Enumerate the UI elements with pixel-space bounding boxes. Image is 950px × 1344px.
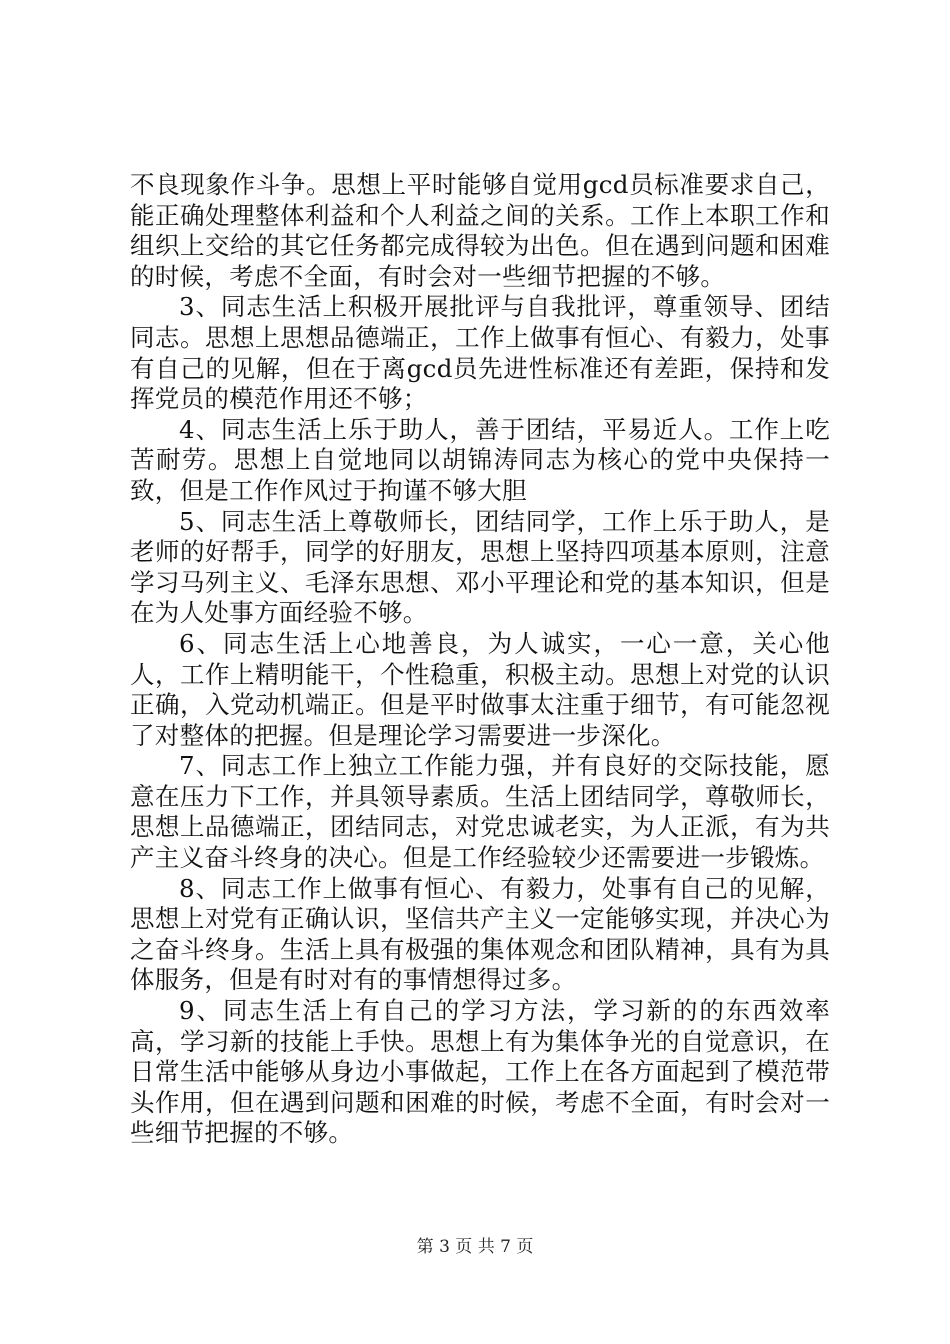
paragraph-item-6: 6、同志生活上心地善良，为人诚实，一心一意，关心他人，工作上精明能干，个性稳重，积极主动。思想上对党的认识正确，入党动机端正。但是平时做事太注重于细节，有可能忽视了对整体的把握。但是理论学习需要进一步深化。: [130, 628, 830, 750]
page-footer: 第 3 页 共 7 页: [416, 1237, 534, 1257]
paragraph-continued: 不良现象作斗争。思想上平时能够自觉用gcd员标准要求自己，能正确处理整体利益和个人利益之间的关系。工作上本职工作和组织上交给的其它任务都完成得较为出色。但在遇到问题和困难的时候，考虑不全面，有时会对一些细节把握的不够。: [130, 170, 830, 291]
paragraph-item-8: 8、同志工作上做事有恒心、有毅力，处事有自己的见解，思想上对党有正确认识，坚信共产主义一定能够实现，并决心为之奋斗终身。生活上具有极强的集体观念和团队精神，具有为具体服务，但是有时对有的事情想得过多。: [130, 873, 830, 995]
paragraph-item-3: 3、同志生活上积极开展批评与自我批评，尊重领导、团结同志。思想上思想品德端正，工作上做事有恒心、有毅力，处事有自己的见解，但在于离gcd员先进性标准还有差距，保持和发挥党员的模范作用还不够；: [130, 292, 830, 414]
paragraph-item-9: 9、同志生活上有自己的学习方法，学习新的的东西效率高，学习新的技能上手快。思想上有为集体争光的自觉意识，在日常生活中能够从身边小事做起，工作上在各方面起到了模范带头作用，但在遇到问题和困难的时候，考虑不全面，有时会对一些细节把握的不够。: [130, 996, 830, 1148]
paragraph-item-7: 7、同志工作上独立工作能力强，并有良好的交际技能，愿意在压力下工作，并具领导素质。生活上团结同学，尊敬师长，思想上品德端正，团结同志，对党忠诚老实，为人正派，有为共产主义奋斗终身的决心。但是工作经验较少还需要进一步锻炼。: [130, 751, 830, 873]
paragraph-item-4: 4、同志生活上乐于助人，善于团结，平易近人。工作上吃苦耐劳。思想上自觉地同以胡锦涛同志为核心的党中央保持一致，但是工作作风过于拘谨不够大胆: [130, 414, 830, 505]
document-body: [130, 170, 830, 1149]
paragraph-item-5: 5、同志生活上尊敬师长，团结同学，工作上乐于助人，是老师的好帮手，同学的好朋友，思想上坚持四项基本原则，注意学习马列主义、毛泽东思想、邓小平理论和党的基本知识，但是在为人处事方面经验不够。: [130, 506, 830, 628]
